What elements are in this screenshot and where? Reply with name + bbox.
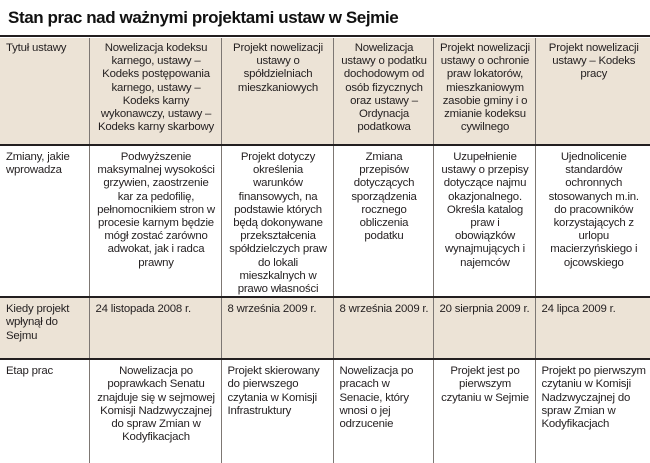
cell-bill-1: Podwyższenie maksymalnej wysokości grzywien, zaostrzenie kar za pedofilię, pełnomocnikiem stron w procesie karnym będzie mógł zostać zarówno adwokat, jak i radca prawny xyxy=(89,145,221,297)
cell-bill-3: Zmiana przepisów dotyczących sporządzenia rocznego obliczenia podatku xyxy=(333,145,433,297)
cell-bill-5: Projekt nowelizacji ustawy – Kodeks pracy xyxy=(535,38,650,145)
cell-bill-1: 24 listopada 2008 r. xyxy=(89,297,221,359)
cell-bill-4: Uzupełnienie ustawy o przepisy dotyczące najmu okazjonalnego. Określa katalog praw i obowiązków wynajmujących i najemców xyxy=(433,145,535,297)
cell-bill-3: Nowelizacja ustawy o podatku dochodowym od osób fizycznych oraz ustawy – Ordynacja podatkowa xyxy=(333,38,433,145)
cell-bill-5: 24 lipca 2009 r. xyxy=(535,297,650,359)
table-row-changes xyxy=(0,145,650,297)
row-label: Tytuł ustawy xyxy=(0,38,89,145)
row-label: Etap prac xyxy=(0,359,89,463)
table-title: Stan prac nad ważnymi projektami ustaw w Sejmie xyxy=(8,8,399,27)
table-row-stage xyxy=(0,359,650,463)
cell-bill-2: 8 września 2009 r. xyxy=(221,297,333,359)
cell-bill-5: Projekt po pierwszym czytaniu w Komisji Nadzwyczajnej do spraw Zmian w Kodyfikacjach xyxy=(535,359,650,463)
table-row-title xyxy=(0,38,650,145)
bills-table xyxy=(0,38,650,463)
cell-bill-3: Nowelizacja po pracach w Senacie, który wnosi o jej odrzucenie xyxy=(333,359,433,463)
cell-bill-4: Projekt nowelizacji ustawy o ochronie praw lokatorów, mieszkaniowym zasobie gminy i o zmianie kodeksu cywilnego xyxy=(433,38,535,145)
cell-bill-3: 8 września 2009 r. xyxy=(333,297,433,359)
cell-bill-5: Ujednolicenie standardów ochronnych stosowanych m.in. do pracowników korzystających z urlopu macierzyńskiego i ojcowskiego xyxy=(535,145,650,297)
top-rule xyxy=(0,35,650,37)
cell-bill-2: Projekt dotyczy określenia warunków finansowych, na podstawie których będą dokonywane przekształcenia spółdzielczych praw do lokali mieszkalnych w prawo własności xyxy=(221,145,333,297)
row-label: Kiedy projekt wpłynął do Sejmu xyxy=(0,297,89,359)
cell-bill-1: Nowelizacja kodeksu karnego, ustawy – Kodeks postępowania karnego, ustawy – Kodeks karny wykonawczy, ustawy – Kodeks karny skarbowy xyxy=(89,38,221,145)
table-row-submitted xyxy=(0,297,650,359)
cell-bill-2: Projekt nowelizacji ustawy o spółdzielniach mieszkaniowych xyxy=(221,38,333,145)
cell-bill-2: Projekt skierowany do pierwszego czytania w Komisji Infrastruktury xyxy=(221,359,333,463)
cell-bill-1: Nowelizacja po poprawkach Senatu znajduje się w sejmowej Komisji Nadzwyczajnej do spraw Zmian w Kodyfikacjach xyxy=(89,359,221,463)
row-label: Zmiany, jakie wprowadza xyxy=(0,145,89,297)
cell-bill-4: 20 sierpnia 2009 r. xyxy=(433,297,535,359)
cell-bill-4: Projekt jest po pierwszym czytaniu w Sejmie xyxy=(433,359,535,463)
